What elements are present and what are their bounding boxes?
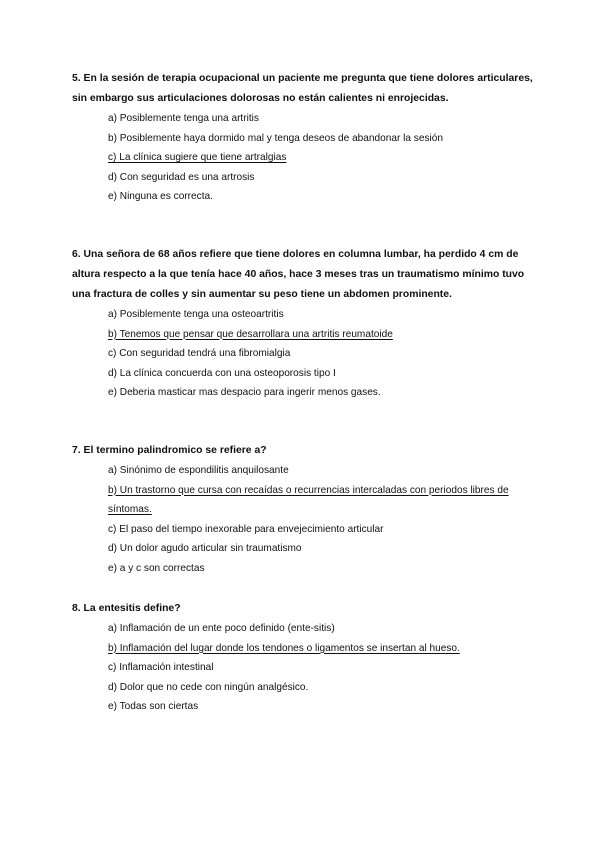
option-list	[72, 461, 542, 578]
question-5	[72, 69, 542, 207]
question-title: 5. En la sesión de terapia ocupacional un paciente me pregunta que tiene dolores articulares, sin embargo sus articulaciones dolorosas no están calientes ni enrojecidas.	[72, 73, 533, 104]
question-6	[72, 245, 542, 403]
option-list	[72, 305, 542, 403]
option-a: a) Posiblemente tenga una osteoartritis	[108, 309, 284, 320]
option-c: c) Con seguridad tendrá una fibromialgia	[108, 348, 291, 359]
option-d: d) La clínica concuerda con una osteoporosis tipo I	[108, 367, 336, 379]
question-title: 6. Una señora de 68 años refiere que tiene dolores en columna lumbar, ha perdido 4 cm de altura respecto a la que tenía hace 40 años, hace 3 meses tras un traumatismo mínimo tuvo una fractura de colles y sin aumentar su peso tiene un abdomen prominente.	[72, 249, 525, 300]
option-e: e) Todas son ciertas	[108, 701, 199, 712]
option-b: b) Posiblemente haya dormido mal y tenga deseos de abandonar la sesión	[108, 132, 443, 144]
option-d: d) Con seguridad es una artrosis	[108, 171, 255, 183]
option-a: a) Sinónimo de espondilitis anquilosante	[108, 465, 289, 476]
question-title: 8. La entesitis define?	[72, 603, 181, 614]
option-b: b) Inflamación del lugar donde los tendones o ligamentos se insertan al hueso.	[108, 642, 460, 654]
option-b: b) Tenemos que pensar que desarrollara una artritis reumatoide	[108, 328, 393, 340]
option-e: e) a y c son correctas	[108, 562, 205, 574]
option-e: e) Ninguna es correcta.	[108, 191, 213, 202]
option-list	[72, 619, 542, 717]
option-c: c) El paso del tiempo inexorable para envejecimiento articular	[108, 523, 384, 535]
option-d: d) Un dolor agudo articular sin traumatismo	[108, 543, 302, 554]
question-7	[72, 441, 542, 578]
question-title: 7. El termino palindromico se refiere a?	[72, 445, 267, 456]
option-c: c) La clínica sugiere que tiene artralgias	[108, 152, 287, 163]
question-8	[72, 599, 542, 717]
option-a: a) Inflamación de un ente poco definido (ente-sitis)	[108, 623, 335, 634]
option-e: e) Deberia masticar mas despacio para ingerir menos gases.	[108, 387, 381, 398]
option-list	[72, 109, 542, 207]
option-c: c) Inflamación intestinal	[108, 662, 214, 673]
option-a: a) Posiblemente tenga una artritis	[108, 113, 259, 124]
option-b: b) Un trastorno que cursa con recaídas o recurrencias intercaladas con periodos libres de síntomas.	[108, 484, 509, 515]
option-d: d) Dolor que no cede con ningún analgésico.	[108, 681, 309, 693]
